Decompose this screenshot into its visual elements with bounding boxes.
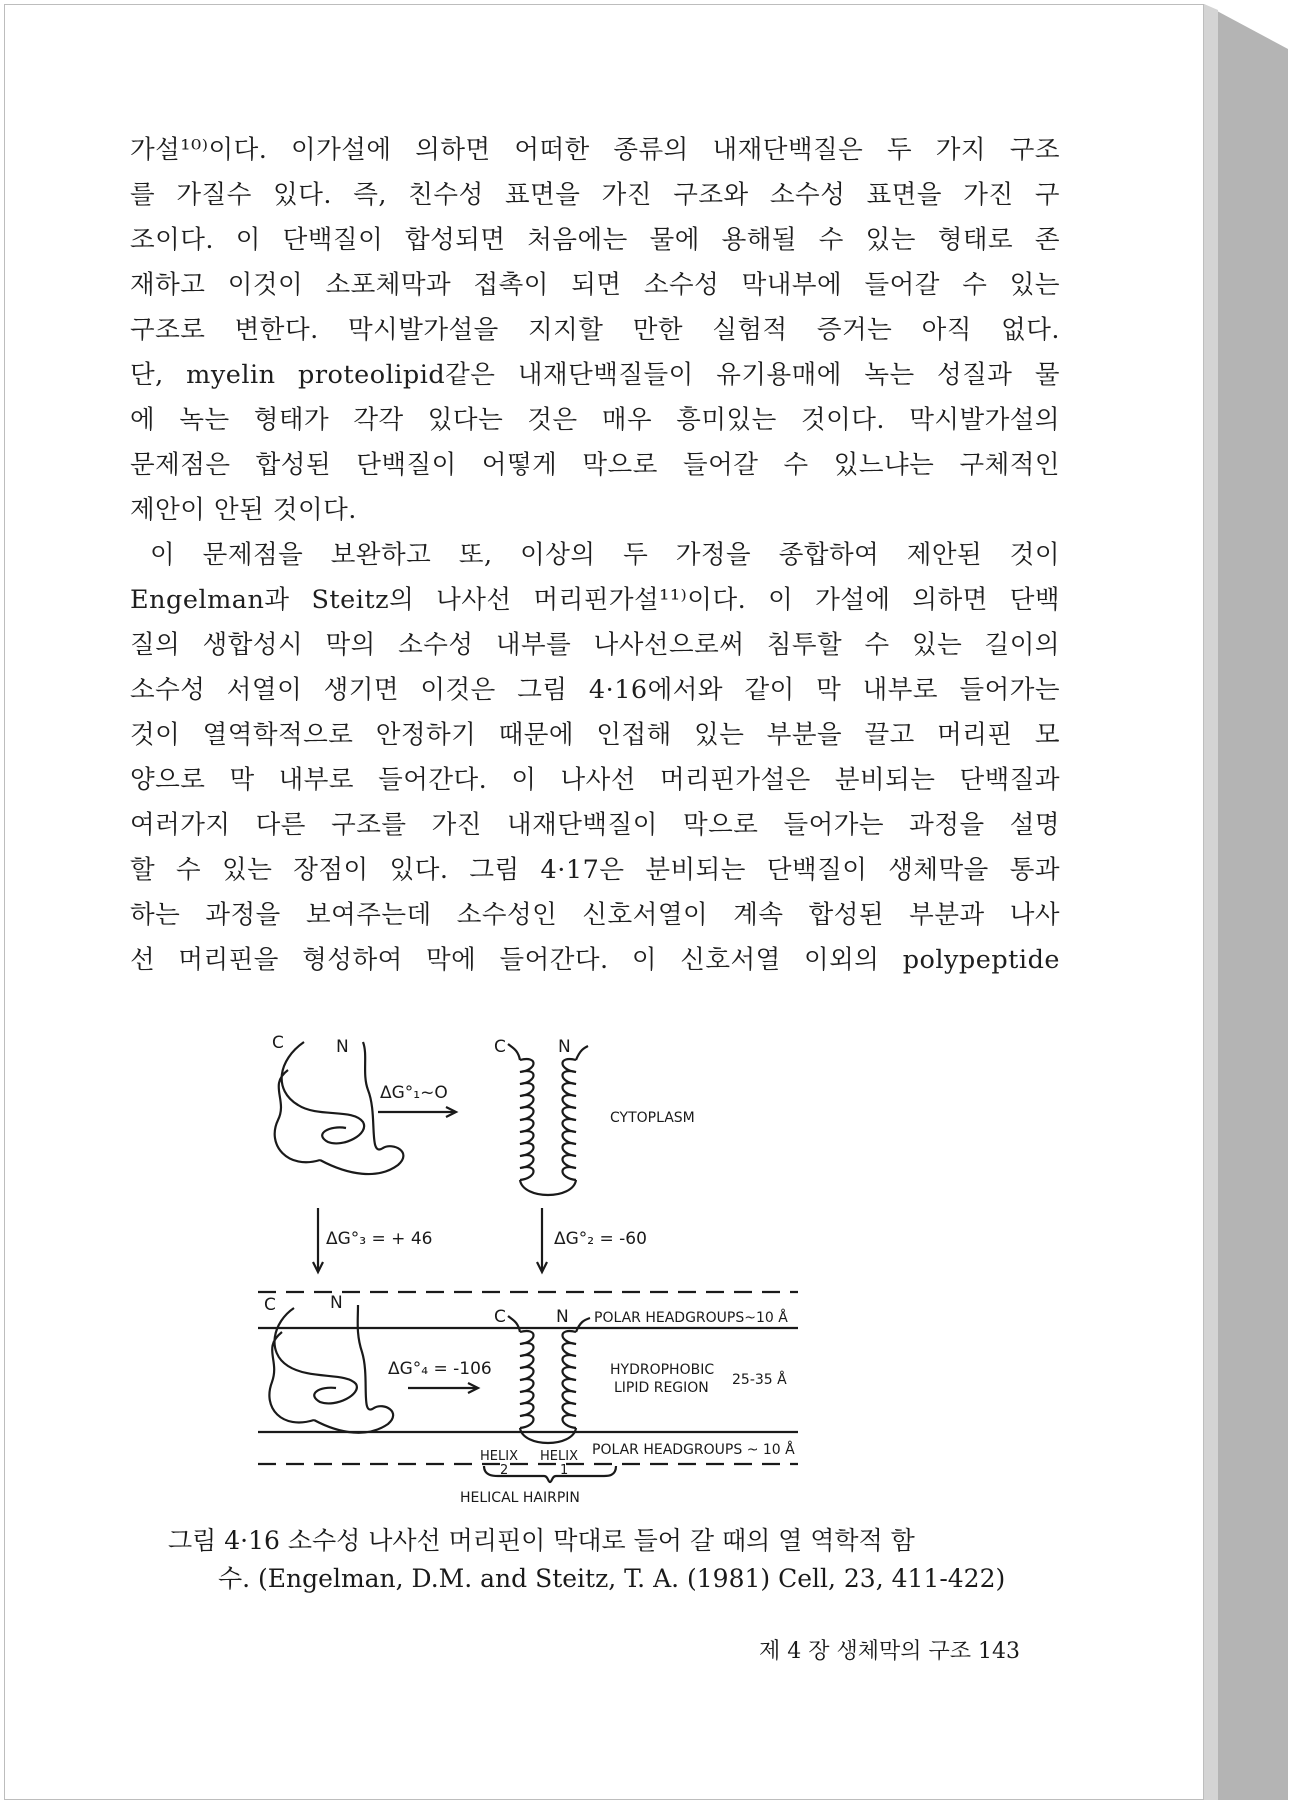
bottom-left-n-label: N	[330, 1293, 343, 1313]
body-line: 를 가질수 있다. 즉, 친수성 표면을 가진 구조와 소수성 표면을 가진 구	[130, 180, 1060, 210]
body-line: 에 녹는 형태가 각각 있다는 것은 매우 흥미있는 것이다. 막시발가설의	[130, 405, 1060, 435]
helix-top-right	[563, 1059, 577, 1180]
bottom-right-c-label: C	[494, 1307, 506, 1327]
body-line: 재하고 이것이 소포체막과 접촉이 되면 소수성 막내부에 들어갈 수 있는	[130, 270, 1060, 300]
hydrophobic-label-2: LIPID REGION	[614, 1380, 709, 1396]
body-line: 문제점은 합성된 단백질이 어떻게 막으로 들어갈 수 있느냐는 구체적인	[130, 450, 1060, 480]
cytoplasm-label: CYTOPLASM	[610, 1110, 695, 1126]
helical-hairpin-label: HELICAL HAIRPIN	[460, 1490, 580, 1506]
body-text	[130, 128, 1060, 983]
figure-4-16	[258, 1030, 938, 1510]
hydrophobic-thickness-label: 25-35 Å	[732, 1372, 787, 1388]
book-spine-edge	[1204, 4, 1288, 1800]
polar-bottom-label: POLAR HEADGROUPS ~ 10 Å	[592, 1442, 795, 1458]
dg4-label: ΔG°₄ = -106	[388, 1359, 492, 1379]
body-line: 가설¹⁰⁾이다. 이가설에 의하면 어떠한 종류의 내재단백질은 두 가지 구조	[130, 135, 1060, 165]
body-line: 조이다. 이 단백질이 합성되면 처음에는 물에 용해될 수 있는 형태로 존	[130, 225, 1060, 255]
top-right-c-label: C	[494, 1037, 506, 1057]
body-line: 선 머리핀을 형성하여 막에 들어간다. 이 신호서열 이외의 polypeptide	[130, 945, 1060, 975]
body-line: 제안이 안된 것이다.	[130, 495, 357, 525]
helical-hairpin-diagram	[258, 1030, 938, 1510]
figure-caption	[168, 1522, 1018, 1598]
hydrophobic-label-1: HYDROPHOBIC	[610, 1362, 715, 1378]
helix-bottom-2	[520, 1331, 534, 1428]
top-right-n-label: N	[558, 1037, 571, 1057]
body-line: 이 문제점을 보완하고 또, 이상의 두 가정을 종합하여 제안된 것이	[150, 540, 1060, 570]
bottom-left-c-label: C	[264, 1295, 276, 1315]
helix-top-left	[520, 1059, 534, 1180]
top-left-n-label: N	[336, 1037, 349, 1057]
unfolded-chain-bottom	[269, 1305, 393, 1433]
body-line: 질의 생합성시 막의 소수성 내부를 나사선으로써 침투할 수 있는 길이의	[130, 630, 1060, 660]
caption-line-1: 그림 4·16 소수성 나사선 머리핀이 막대로 들어 갈 때의 열 역학적 함	[168, 1526, 915, 1555]
body-line: 것이 열역학적으로 안정하기 때문에 인접해 있는 부분을 끌고 머리핀 모	[130, 720, 1060, 750]
helix-1-number: 1	[560, 1463, 569, 1478]
dg1-label: ΔG°₁~O	[380, 1083, 448, 1103]
body-line: 하는 과정을 보여주는데 소수성인 신호서열이 계속 합성된 부분과 나사	[130, 900, 1060, 930]
helix-2-label: HELIX	[480, 1449, 518, 1464]
body-line: 양으로 막 내부로 들어간다. 이 나사선 머리핀가설은 분비되는 단백질과	[130, 765, 1060, 795]
helix-1-label: HELIX	[540, 1449, 578, 1464]
body-line: 여러가지 다른 구조를 가진 내재단백질이 막으로 들어가는 과정을 설명	[130, 810, 1060, 840]
dg2-label: ΔG°₂ = -60	[554, 1229, 647, 1249]
bottom-right-n-label: N	[556, 1307, 569, 1327]
body-line: 소수성 서열이 생기면 이것은 그림 4·16에서와 같이 막 내부로 들어가는	[130, 675, 1060, 705]
unfolded-chain-top	[275, 1042, 404, 1174]
polar-top-label: POLAR HEADGROUPS~10 Å	[594, 1310, 788, 1326]
caption-line-2: 수. (Engelman, D.M. and Steitz, T. A. (1981) Cell, 23, 411-422)	[218, 1564, 1006, 1593]
body-line: 단, myelin proteolipid같은 내재단백질들이 유기용매에 녹는 성질과 물	[130, 360, 1060, 390]
running-footer: 제 4 장 생체막의 구조 143	[759, 1639, 1020, 1664]
top-left-c-label: C	[272, 1033, 284, 1053]
body-line: 할 수 있는 장점이 있다. 그림 4·17은 분비되는 단백질이 생체막을 통과	[130, 855, 1060, 885]
dg3-label: ΔG°₃ = + 46	[326, 1229, 433, 1249]
helix-bottom-1	[563, 1331, 577, 1428]
body-line: Engelman과 Steitz의 나사선 머리핀가설¹¹⁾이다. 이 가설에 의하면 단백	[130, 585, 1060, 615]
helix-2-number: 2	[500, 1463, 509, 1478]
body-line: 구조로 변한다. 막시발가설을 지지할 만한 실험적 증거는 아직 없다.	[130, 315, 1060, 345]
